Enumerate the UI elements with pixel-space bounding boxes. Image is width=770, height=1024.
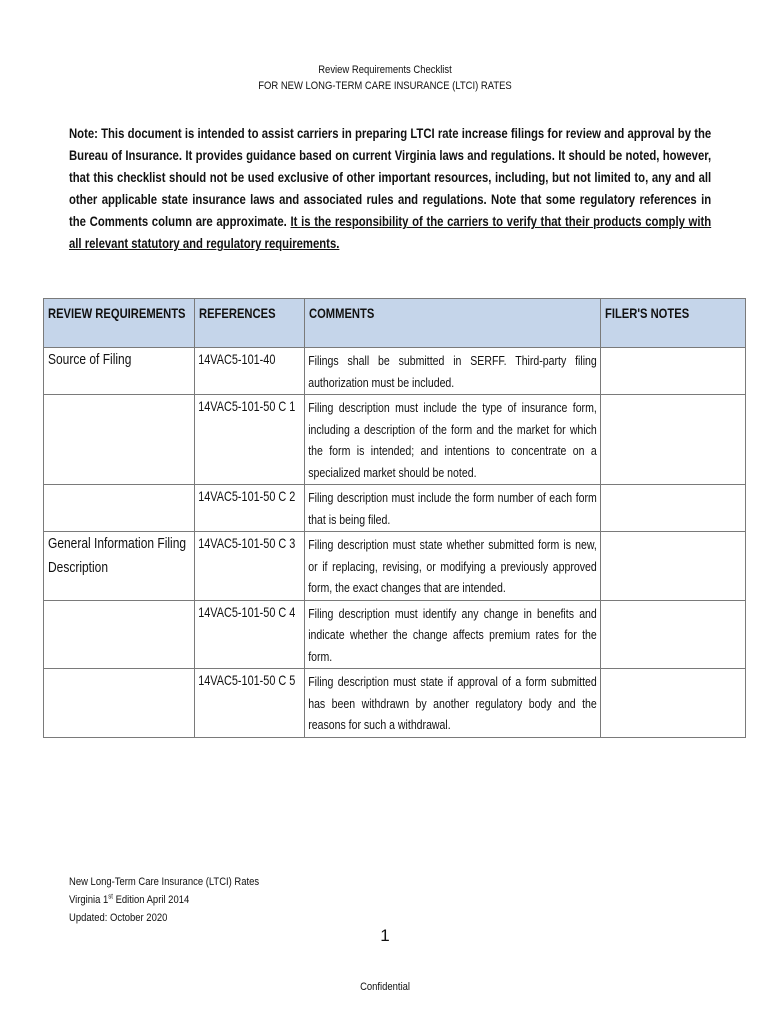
filers-notes-cell[interactable] [601, 532, 746, 601]
requirement-cell [44, 395, 195, 485]
filers-notes-cell[interactable] [601, 669, 746, 738]
table-header-row [44, 299, 746, 348]
reference-cell: 14VAC5-101-40 [195, 348, 305, 395]
footer-line-title: New Long-Term Care Insurance (LTCI) Rates [69, 876, 260, 888]
table-row [44, 600, 746, 669]
note-text: Note: This document is intended to assist carriers in preparing LTCI rate increase filings for review and approval by the Bureau of Insurance. It provides guidance based on current Virginia laws and regulations. It should be noted, however, that this checklist should not be used exclusive of other important resources, including, but not limited to, any and all other applicable state insurance laws and associated rules and regulations. Note that some regulatory references in the Comments column are approximate. [69, 126, 712, 229]
document-footer [69, 873, 259, 927]
footer-line-edition: Virginia 1st Edition April 2014 [69, 893, 190, 906]
document-title [0, 62, 770, 94]
comment-cell: Filings shall be submitted in SERFF. Third-party filing authorization must be included. [305, 348, 601, 395]
note-underlined-text: It is the responsibility of the carriers to verify that their products comply with all relevant statutory and regulatory requirements. [69, 214, 712, 251]
reference-cell: 14VAC5-101-50 C 5 [195, 669, 305, 738]
filers-notes-cell[interactable] [601, 348, 746, 395]
review-requirements-table [43, 298, 746, 738]
table-row [44, 395, 746, 485]
filers-notes-cell[interactable] [601, 395, 746, 485]
comment-cell: Filing description must state whether submitted form is new, or if replacing, revising, or modifying a previously approved form, the exact changes that are intended. [305, 532, 601, 601]
note-paragraph [69, 123, 711, 255]
table-row [44, 348, 746, 395]
title-line-2: FOR NEW LONG-TERM CARE INSURANCE (LTCI) RATES [258, 80, 512, 92]
page-number: 1 [380, 926, 390, 945]
reference-cell: 14VAC5-101-50 C 4 [195, 600, 305, 669]
reference-cell: 14VAC5-101-50 C 3 [195, 532, 305, 601]
title-line-1: Review Requirements Checklist [318, 64, 452, 76]
footer-line-updated: Updated: October 2020 [69, 912, 168, 924]
reference-cell: 14VAC5-101-50 C 1 [195, 395, 305, 485]
table-row [44, 532, 746, 601]
header-review-requirements: REVIEW REQUIREMENTS [44, 299, 195, 348]
comment-cell: Filing description must include the form number of each form that is being filed. [305, 485, 601, 532]
requirement-cell [44, 669, 195, 738]
comment-cell: Filing description must state if approval of a form submitted has been withdrawn by another regulatory body and the reasons for such a withdrawal. [305, 669, 601, 738]
requirement-cell [44, 600, 195, 669]
requirement-cell: General Information Filing Description [44, 532, 195, 601]
header-comments: COMMENTS [305, 299, 601, 348]
comment-cell: Filing description must identify any change in benefits and indicate whether the change affects premium rates for the form. [305, 600, 601, 669]
filers-notes-cell[interactable] [601, 600, 746, 669]
table-row [44, 485, 746, 532]
header-filers-notes: FILER'S NOTES [601, 299, 746, 348]
filers-notes-cell[interactable] [601, 485, 746, 532]
requirement-cell [44, 485, 195, 532]
reference-cell: 14VAC5-101-50 C 2 [195, 485, 305, 532]
table-row [44, 669, 746, 738]
confidential-label: Confidential [360, 981, 410, 993]
header-references: REFERENCES [195, 299, 305, 348]
comment-cell: Filing description must include the type of insurance form, including a description of the form and the market for which the form is intended; and intentions to concentrate on a specialized market should be noted. [305, 395, 601, 485]
requirement-cell: Source of Filing [44, 348, 195, 395]
